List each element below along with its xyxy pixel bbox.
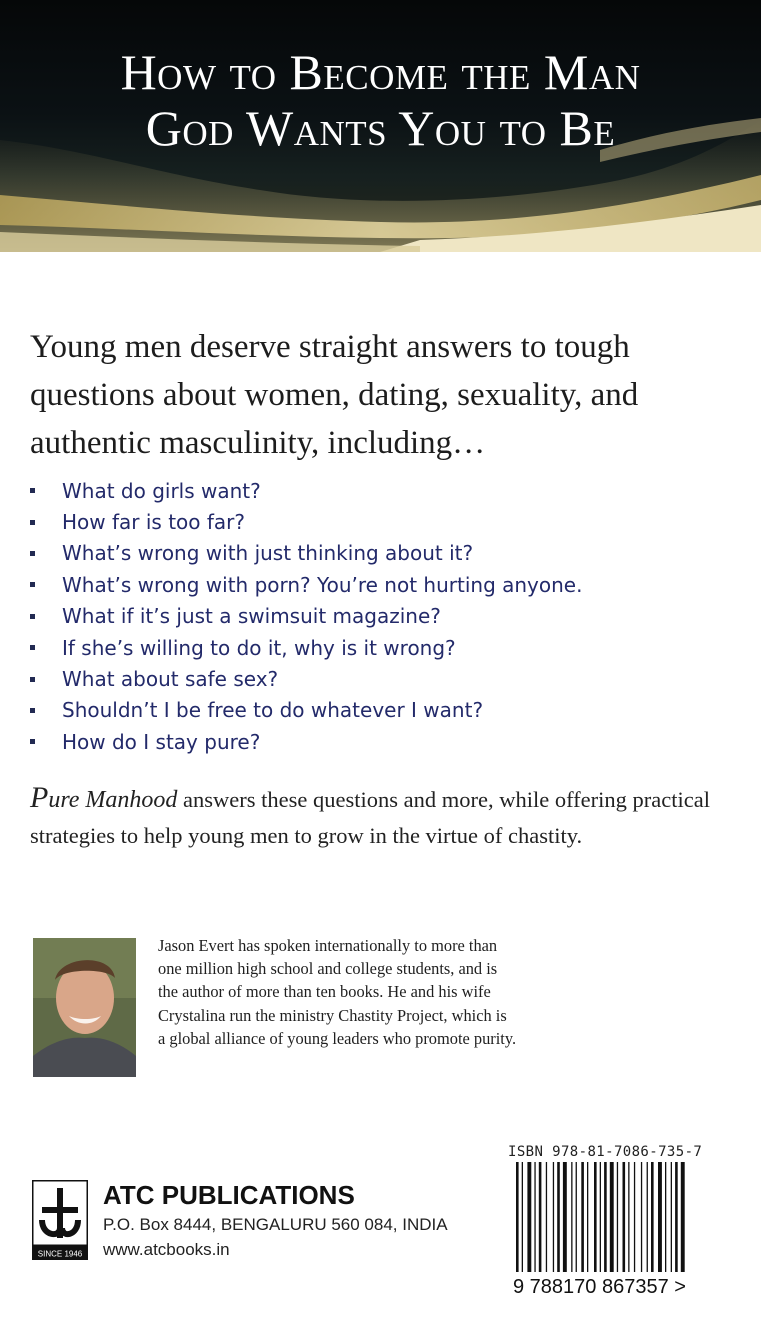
author-photo: [33, 938, 136, 1077]
summary-paragraph: [30, 780, 730, 853]
question-text: What’s wrong with porn? You’re not hurting anyone.: [62, 572, 583, 597]
intro-paragraph: Young men deserve straight answers to tough questions about women, dating, sexuality, and authentic masculinity, including…: [30, 329, 639, 461]
list-item: [30, 538, 582, 569]
list-item: [30, 475, 582, 506]
question-text: What about safe sex?: [62, 667, 279, 692]
list-item: [30, 506, 582, 537]
summary-text: answers these questions and more, while offering practical strategies to help young men to grow in the virtue of chastity.: [30, 787, 710, 848]
question-text: How do I stay pure?: [62, 729, 261, 754]
list-item: [30, 663, 582, 694]
isbn-label: ISBN 978-81-7086-735-7: [508, 1144, 703, 1160]
bullet-icon: [30, 582, 35, 587]
list-item: [30, 695, 582, 726]
barcode-number: 9 788170 867357 >: [513, 1276, 686, 1298]
list-item: [30, 726, 582, 757]
question-text: How far is too far?: [62, 510, 246, 535]
bullet-icon: [30, 677, 35, 682]
barcode-icon: [512, 1162, 702, 1280]
list-item: [30, 569, 582, 600]
bullet-icon: [30, 551, 35, 556]
bullet-icon: [30, 520, 35, 525]
book-name-rest: ure Manhood: [48, 787, 178, 813]
list-item: [30, 601, 582, 632]
question-text: Shouldn’t I be free to do whatever I want?: [62, 698, 484, 723]
book-name: [30, 781, 178, 814]
bullet-icon: [30, 708, 35, 713]
question-text: If she’s willing to do it, why is it wrong?: [62, 635, 456, 660]
bullet-icon: [30, 488, 35, 493]
bullet-icon: [30, 739, 35, 744]
author-portrait-icon: [33, 938, 136, 1077]
publisher-website: www.atcbooks.in: [103, 1240, 230, 1259]
publisher-name: ATC PUBLICATIONS: [103, 1180, 355, 1210]
title-banner: [0, 0, 761, 252]
publisher-since: SINCE 1946: [37, 1249, 83, 1259]
question-text: What do girls want?: [62, 478, 261, 503]
question-text: What if it’s just a swimsuit magazine?: [62, 604, 441, 629]
question-list: [30, 475, 582, 758]
author-bio: Jason Evert has spoken internationally to more than one million high school and college students, and is the author of more than ten books. He and his wife Crystalina run the ministry Chastity Project, which is a global alliance of young leaders who promote purity.: [158, 936, 517, 1048]
publisher-address: P.O. Box 8444, BENGALURU 560 084, INDIA: [103, 1215, 448, 1234]
book-title-line-2: God Wants You to Be: [145, 100, 616, 156]
book-name-initial: P: [30, 781, 49, 814]
list-item: [30, 632, 582, 663]
question-text: What’s wrong with just thinking about it?: [62, 541, 474, 566]
book-title-line-1: How to Become the Man: [120, 44, 641, 100]
bullet-icon: [30, 614, 35, 619]
bullet-icon: [30, 645, 35, 650]
atc-logo-icon: [32, 1180, 88, 1260]
